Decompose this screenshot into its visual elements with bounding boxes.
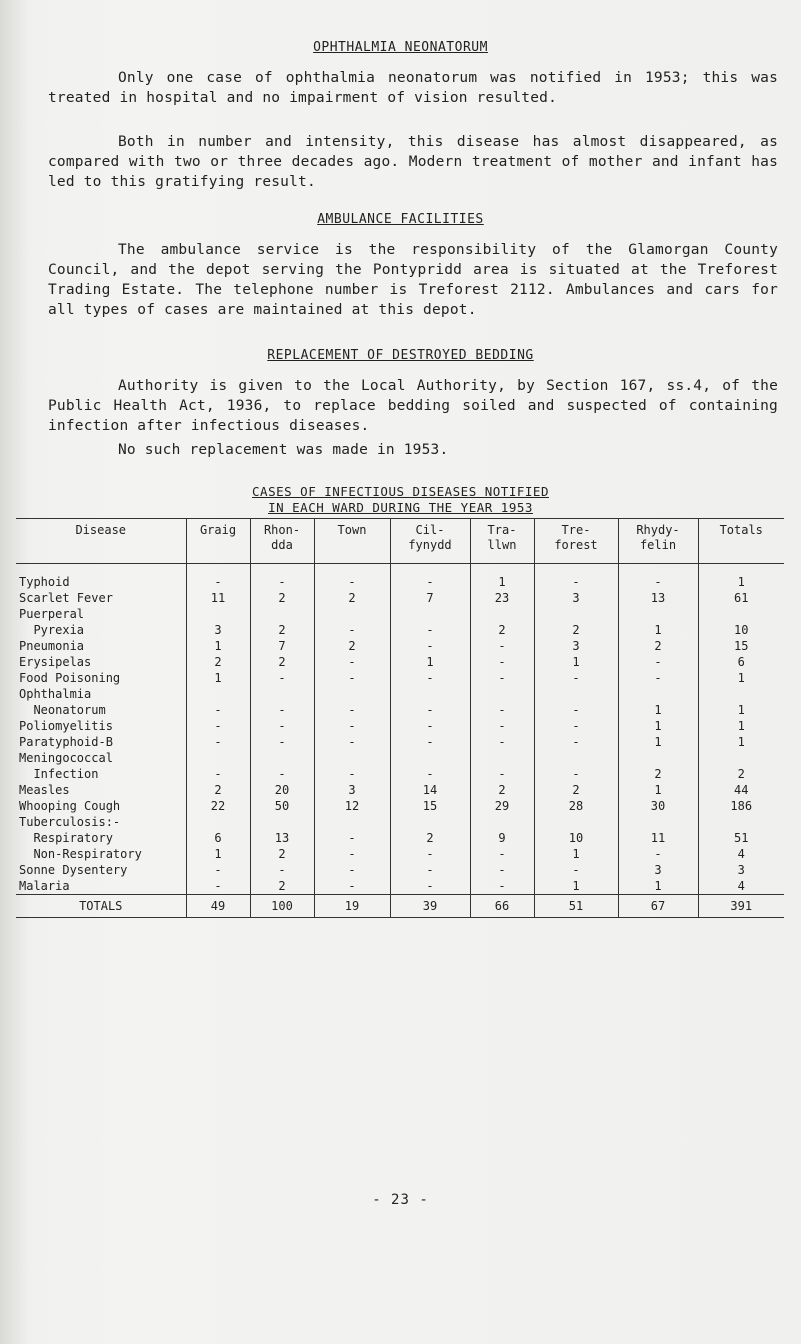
- count-cell: 23: [470, 590, 534, 606]
- count-cell: 61: [698, 590, 784, 606]
- count-cell: -: [534, 862, 618, 878]
- count-cell: 28: [534, 798, 618, 814]
- count-cell: [390, 606, 470, 622]
- total-cell: 19: [314, 895, 390, 918]
- count-cell: [250, 814, 314, 830]
- table-row: [16, 606, 784, 622]
- count-cell: 1: [618, 702, 698, 718]
- disease-cell: Malaria: [19, 879, 70, 893]
- count-cell: [470, 606, 534, 622]
- count-cell: -: [314, 846, 390, 862]
- column-header: Town: [314, 519, 390, 564]
- count-cell: -: [390, 862, 470, 878]
- count-cell: 2: [470, 622, 534, 638]
- table-heading: [0, 484, 801, 516]
- count-cell: 1: [698, 702, 784, 718]
- count-cell: -: [250, 564, 314, 591]
- count-cell: [534, 606, 618, 622]
- count-cell: [470, 750, 534, 766]
- table-header-row: [16, 519, 784, 564]
- count-cell: [698, 686, 784, 702]
- count-cell: 30: [618, 798, 698, 814]
- count-cell: [698, 750, 784, 766]
- column-header: Rhon- dda: [250, 519, 314, 564]
- count-cell: 2: [534, 622, 618, 638]
- count-cell: 51: [698, 830, 784, 846]
- total-cell: 66: [470, 895, 534, 918]
- table-heading-line-2: IN EACH WARD DURING THE YEAR 1953: [268, 500, 533, 515]
- count-cell: 11: [618, 830, 698, 846]
- count-cell: [534, 814, 618, 830]
- table-body: [16, 564, 784, 918]
- column-header: Cil- fynydd: [390, 519, 470, 564]
- disease-cell: Poliomyelitis: [19, 719, 113, 733]
- disease-cell: Respiratory: [19, 831, 113, 845]
- count-cell: 1: [618, 734, 698, 750]
- total-cell: 67: [618, 895, 698, 918]
- table-row: [16, 718, 784, 734]
- disease-cell: Neonatorum: [19, 703, 106, 717]
- ophthalmia-heading: OPHTHALMIA NEONATORUM: [313, 40, 488, 55]
- count-cell: 20: [250, 782, 314, 798]
- total-cell: 51: [534, 895, 618, 918]
- count-cell: -: [314, 734, 390, 750]
- count-cell: 2: [186, 782, 250, 798]
- bedding-para-1: Authority is given to the Local Authority, by Section 167, ss.4, of the Public Health Act, 1936, to replace bedding soiled and suspected of containing infection after infectious diseases.: [48, 378, 778, 434]
- count-cell: 7: [390, 590, 470, 606]
- count-cell: -: [618, 670, 698, 686]
- count-cell: -: [618, 654, 698, 670]
- count-cell: -: [618, 564, 698, 591]
- bedding-heading: REPLACEMENT OF DESTROYED BEDDING: [267, 348, 534, 363]
- count-cell: -: [470, 638, 534, 654]
- disease-cell: Typhoid: [19, 575, 70, 589]
- count-cell: 1: [618, 782, 698, 798]
- count-cell: -: [250, 766, 314, 782]
- count-cell: [618, 606, 698, 622]
- count-cell: -: [250, 734, 314, 750]
- disease-cell: Food Poisoning: [19, 671, 121, 685]
- count-cell: -: [250, 862, 314, 878]
- count-cell: 13: [618, 590, 698, 606]
- count-cell: 7: [250, 638, 314, 654]
- count-cell: [250, 606, 314, 622]
- count-cell: 1: [470, 564, 534, 591]
- count-cell: 3: [698, 862, 784, 878]
- count-cell: [314, 750, 390, 766]
- count-cell: 12: [314, 798, 390, 814]
- count-cell: 2: [618, 766, 698, 782]
- disease-cell: Erysipelas: [19, 655, 92, 669]
- count-cell: -: [618, 846, 698, 862]
- count-cell: -: [470, 878, 534, 895]
- count-cell: -: [390, 622, 470, 638]
- count-cell: -: [390, 766, 470, 782]
- count-cell: -: [470, 670, 534, 686]
- count-cell: -: [470, 702, 534, 718]
- count-cell: 3: [534, 590, 618, 606]
- count-cell: 2: [250, 878, 314, 895]
- table-row: [16, 638, 784, 654]
- count-cell: -: [186, 564, 250, 591]
- count-cell: 3: [186, 622, 250, 638]
- count-cell: 44: [698, 782, 784, 798]
- count-cell: 2: [250, 654, 314, 670]
- count-cell: -: [534, 564, 618, 591]
- disease-cell: Infection: [19, 767, 99, 781]
- count-cell: 15: [698, 638, 784, 654]
- count-cell: -: [314, 670, 390, 686]
- table-row: [16, 830, 784, 846]
- disease-cell: Sonne Dysentery: [19, 863, 128, 877]
- count-cell: 13: [250, 830, 314, 846]
- column-header: Rhydy- felin: [618, 519, 698, 564]
- count-cell: 2: [470, 782, 534, 798]
- table-row: [16, 846, 784, 862]
- count-cell: [618, 814, 698, 830]
- count-cell: -: [390, 734, 470, 750]
- count-cell: -: [314, 702, 390, 718]
- ophthalmia-para-2: Both in number and intensity, this disease has almost disappeared, as compared with two or three decades ago. Modern treatment of mother and infant has led to this gratifying result.: [48, 134, 778, 190]
- count-cell: 1: [186, 670, 250, 686]
- count-cell: -: [470, 654, 534, 670]
- disease-cell: Pyrexia: [19, 623, 85, 637]
- table-row: [16, 670, 784, 686]
- disease-cell: Meningococcal: [19, 751, 113, 765]
- count-cell: 1: [186, 638, 250, 654]
- column-header: Totals: [698, 519, 784, 564]
- disease-cell: Measles: [19, 783, 70, 797]
- count-cell: [186, 814, 250, 830]
- count-cell: -: [534, 734, 618, 750]
- count-cell: 6: [698, 654, 784, 670]
- count-cell: -: [314, 830, 390, 846]
- count-cell: [534, 686, 618, 702]
- table-row: [16, 686, 784, 702]
- count-cell: -: [186, 862, 250, 878]
- count-cell: 3: [534, 638, 618, 654]
- count-cell: -: [470, 766, 534, 782]
- count-cell: [698, 814, 784, 830]
- count-cell: [390, 750, 470, 766]
- count-cell: [470, 814, 534, 830]
- count-cell: -: [390, 878, 470, 895]
- count-cell: [618, 686, 698, 702]
- page-number: - 23 -: [372, 1192, 429, 1208]
- disease-cell: Tuberculosis:-: [19, 815, 121, 829]
- bedding-para-2: No such replacement was made in 1953.: [118, 442, 449, 458]
- column-header: Tre- forest: [534, 519, 618, 564]
- count-cell: -: [186, 702, 250, 718]
- count-cell: -: [470, 734, 534, 750]
- count-cell: 2: [314, 638, 390, 654]
- table-row: [16, 750, 784, 766]
- totals-label: TOTALS: [16, 895, 186, 918]
- count-cell: -: [390, 670, 470, 686]
- totals-row: [16, 895, 784, 918]
- count-cell: [390, 686, 470, 702]
- count-cell: [250, 750, 314, 766]
- count-cell: [186, 750, 250, 766]
- count-cell: -: [470, 718, 534, 734]
- count-cell: 1: [698, 718, 784, 734]
- count-cell: 2: [250, 590, 314, 606]
- ambulance-para: The ambulance service is the responsibility of the Glamorgan County Council, and the depot serving the Pontypridd area is situated at the Treforest Trading Estate. The telephone number is Treforest 2112. Ambulances and cars for all types of cases are maintained at this depot.: [48, 242, 778, 318]
- count-cell: -: [534, 718, 618, 734]
- count-cell: -: [390, 564, 470, 591]
- count-cell: -: [534, 670, 618, 686]
- count-cell: [618, 750, 698, 766]
- total-cell: 391: [698, 895, 784, 918]
- ophthalmia-para-1: Only one case of ophthalmia neonatorum was notified in 1953; this was treated in hospital and no impairment of vision resulted.: [48, 70, 778, 106]
- total-cell: 100: [250, 895, 314, 918]
- count-cell: 2: [618, 638, 698, 654]
- disease-cell: Pneumonia: [19, 639, 85, 653]
- count-cell: [314, 606, 390, 622]
- count-cell: -: [186, 878, 250, 895]
- count-cell: -: [390, 718, 470, 734]
- column-header: Graig: [186, 519, 250, 564]
- count-cell: 50: [250, 798, 314, 814]
- count-cell: -: [534, 766, 618, 782]
- count-cell: -: [186, 734, 250, 750]
- count-cell: 1: [186, 846, 250, 862]
- count-cell: 10: [534, 830, 618, 846]
- total-cell: 49: [186, 895, 250, 918]
- count-cell: -: [390, 702, 470, 718]
- count-cell: [250, 686, 314, 702]
- count-cell: [186, 686, 250, 702]
- count-cell: 186: [698, 798, 784, 814]
- count-cell: -: [186, 766, 250, 782]
- count-cell: 6: [186, 830, 250, 846]
- column-header: Tra- llwn: [470, 519, 534, 564]
- column-header: Disease: [16, 519, 186, 564]
- table-row: [16, 782, 784, 798]
- count-cell: 1: [698, 734, 784, 750]
- count-cell: -: [390, 846, 470, 862]
- table-row: [16, 814, 784, 830]
- count-cell: -: [314, 564, 390, 591]
- table-row: [16, 766, 784, 782]
- disease-cell: Paratyphoid-B: [19, 735, 113, 749]
- table-row: [16, 590, 784, 606]
- total-cell: 39: [390, 895, 470, 918]
- table-row: [16, 622, 784, 638]
- count-cell: 10: [698, 622, 784, 638]
- table-row: [16, 702, 784, 718]
- count-cell: -: [314, 622, 390, 638]
- count-cell: 1: [534, 654, 618, 670]
- count-cell: [534, 750, 618, 766]
- disease-cell: Ophthalmia: [19, 687, 92, 701]
- count-cell: -: [314, 878, 390, 895]
- count-cell: 1: [534, 878, 618, 895]
- count-cell: [698, 606, 784, 622]
- table-row: [16, 654, 784, 670]
- count-cell: -: [250, 702, 314, 718]
- count-cell: 1: [698, 564, 784, 591]
- count-cell: [314, 814, 390, 830]
- count-cell: 2: [698, 766, 784, 782]
- count-cell: -: [390, 638, 470, 654]
- count-cell: 4: [698, 846, 784, 862]
- count-cell: 15: [390, 798, 470, 814]
- count-cell: 3: [314, 782, 390, 798]
- count-cell: 2: [250, 846, 314, 862]
- count-cell: -: [186, 718, 250, 734]
- table-row: [16, 878, 784, 895]
- count-cell: 29: [470, 798, 534, 814]
- count-cell: 1: [534, 846, 618, 862]
- count-cell: 3: [618, 862, 698, 878]
- table-row: [16, 862, 784, 878]
- count-cell: -: [470, 846, 534, 862]
- count-cell: 9: [470, 830, 534, 846]
- count-cell: 1: [390, 654, 470, 670]
- disease-cell: Scarlet Fever: [19, 591, 113, 605]
- count-cell: [390, 814, 470, 830]
- ambulance-heading: AMBULANCE FACILITIES: [317, 212, 484, 227]
- count-cell: 1: [618, 622, 698, 638]
- table-heading-line-1: CASES OF INFECTIOUS DISEASES NOTIFIED: [252, 484, 549, 499]
- table-row: [16, 564, 784, 591]
- count-cell: 11: [186, 590, 250, 606]
- count-cell: -: [250, 718, 314, 734]
- count-cell: 14: [390, 782, 470, 798]
- infectious-diseases-table: [16, 518, 784, 918]
- disease-cell: Non-Respiratory: [19, 847, 142, 861]
- count-cell: 2: [186, 654, 250, 670]
- count-cell: [470, 686, 534, 702]
- count-cell: -: [250, 670, 314, 686]
- count-cell: [314, 686, 390, 702]
- count-cell: 1: [618, 718, 698, 734]
- count-cell: -: [314, 718, 390, 734]
- count-cell: -: [314, 766, 390, 782]
- count-cell: [186, 606, 250, 622]
- count-cell: 2: [390, 830, 470, 846]
- table-row: [16, 734, 784, 750]
- count-cell: -: [534, 702, 618, 718]
- count-cell: -: [470, 862, 534, 878]
- disease-cell: Whooping Cough: [19, 799, 121, 813]
- count-cell: 1: [698, 670, 784, 686]
- count-cell: 2: [250, 622, 314, 638]
- disease-cell: Puerperal: [19, 607, 85, 621]
- count-cell: -: [314, 654, 390, 670]
- table-row: [16, 798, 784, 814]
- count-cell: 1: [618, 878, 698, 895]
- count-cell: -: [314, 862, 390, 878]
- count-cell: 22: [186, 798, 250, 814]
- count-cell: 4: [698, 878, 784, 895]
- count-cell: 2: [534, 782, 618, 798]
- count-cell: 2: [314, 590, 390, 606]
